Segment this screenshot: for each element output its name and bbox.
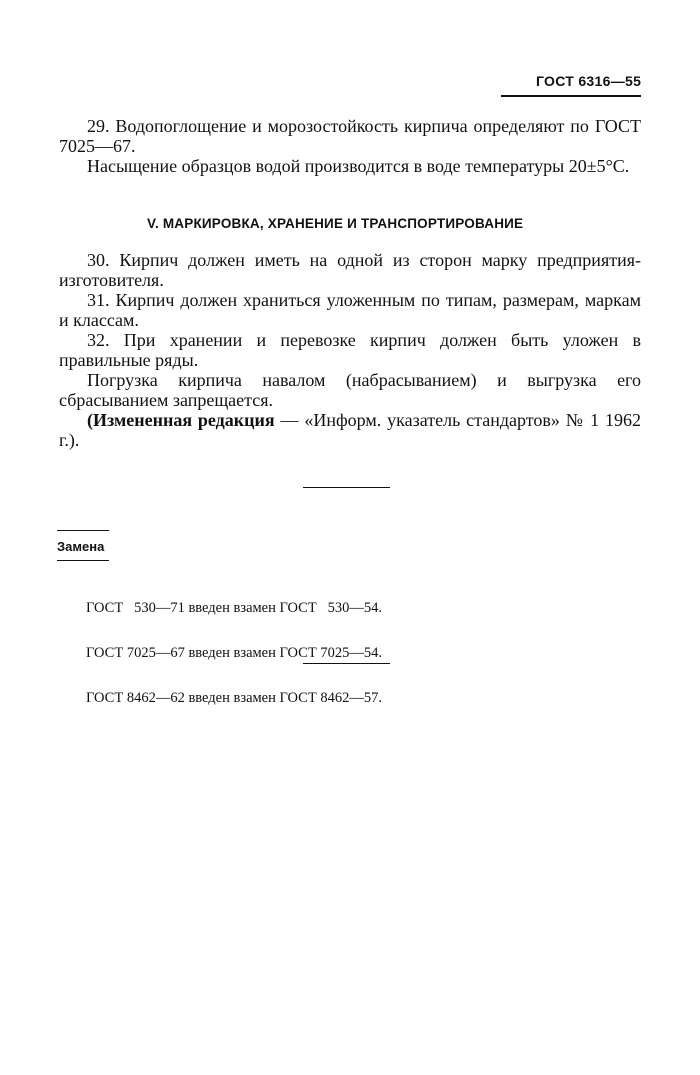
document-header-id: ГОСТ 6316—55 [536, 73, 642, 89]
amendment-note [59, 410, 641, 450]
header-rule [501, 95, 641, 97]
replacement-label: Замена [57, 539, 105, 554]
section-paragraphs [59, 250, 641, 450]
amendment-bold: (Измененная редакция [87, 410, 275, 430]
separator-rule-2 [303, 663, 390, 664]
replacement-list [86, 571, 382, 721]
replacement-item: ГОСТ 8462—62 введен взамен ГОСТ 8462—57. [86, 690, 382, 706]
separator-rule-1 [303, 487, 390, 488]
replacement-top-rule [57, 530, 109, 531]
top-paragraphs [59, 116, 641, 176]
paragraph-saturation: Насыщение образцов водой производится в воде температуры 20±5°С. [87, 156, 630, 176]
paragraph-29: 29. Водопоглощение и морозостойкость кирпича определяют по ГОСТ 7025—67. [59, 116, 641, 156]
paragraph-31: 31. Кирпич должен храниться уложенным по типам, размерам, маркам и классам. [59, 290, 641, 330]
amendment-rest: — «Информ. указатель стандартов» № 1 1962 г.). [59, 410, 641, 450]
paragraph-loading: Погрузка кирпича навалом (набрасыванием) и выгрузка его сбрасыванием запрещается. [59, 370, 641, 410]
paragraph-30: 30. Кирпич должен иметь на одной из сторон марку предприятия-изготовителя. [59, 250, 641, 290]
replacement-bottom-rule [57, 560, 109, 561]
paragraph-32: 32. При хранении и перевозке кирпич должен быть уложен в правильные ряды. [59, 330, 641, 370]
replacement-item: ГОСТ 7025—67 введен взамен ГОСТ 7025—54. [86, 645, 382, 661]
replacement-item: ГОСТ 530—71 введен взамен ГОСТ 530—54. [86, 600, 382, 616]
section-title: V. МАРКИРОВКА, ХРАНЕНИЕ И ТРАНСПОРТИРОВАНИЕ [147, 216, 524, 231]
